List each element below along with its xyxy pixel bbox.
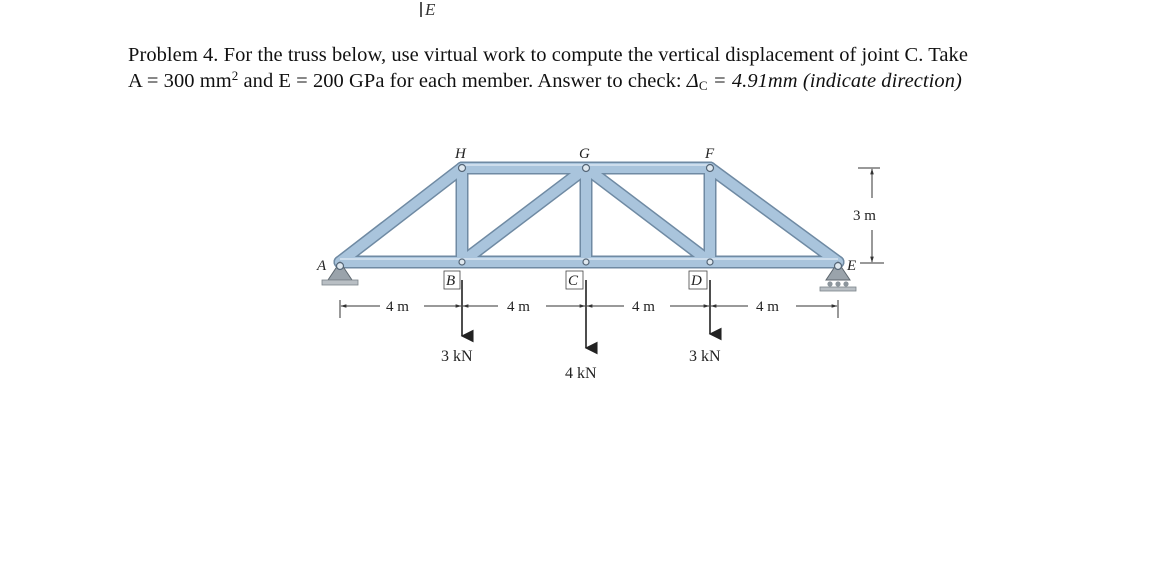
- joint-label-G: G: [579, 146, 590, 162]
- loads: [462, 280, 710, 348]
- modulus-text: and E = 200 GPa for each member. Answer to check:: [238, 70, 687, 92]
- answer-text: = 4.91mm (indicate direction): [707, 70, 962, 92]
- delta-subscript: C: [698, 78, 708, 93]
- problem-line-1: Problem 4. For the truss below, use virtual work to compute the vertical displacement of joint C. Take: [128, 44, 969, 66]
- load-label-D: 3 kN: [689, 348, 721, 365]
- span-label-1: 4 m: [386, 299, 409, 315]
- load-label-B: 3 kN: [441, 348, 473, 365]
- joint-label-H: H: [455, 146, 466, 162]
- pin-F: [707, 165, 714, 172]
- load-label-C: 4 kN: [565, 365, 597, 382]
- joint-label-D: D: [691, 273, 702, 289]
- joint-label-A: A: [317, 258, 327, 274]
- area-prefix: A = 300 mm: [128, 70, 232, 92]
- joint-label-E: E: [847, 258, 857, 274]
- delta-symbol: Δ: [686, 70, 699, 92]
- pin-G: [583, 165, 590, 172]
- truss-members: [340, 165, 838, 262]
- area-exponent: 2: [231, 68, 239, 83]
- span-label-2: 4 m: [507, 299, 530, 315]
- pin-D: [707, 259, 713, 265]
- joint-label-F: F: [705, 146, 715, 162]
- header-fragment-letter: E: [425, 0, 436, 19]
- pin-C: [583, 259, 589, 265]
- pin-H: [459, 165, 466, 172]
- joint-label-B: B: [446, 273, 456, 289]
- span-label-3: 4 m: [632, 299, 655, 315]
- height-label: 3 m: [853, 208, 876, 224]
- span-label-4: 4 m: [756, 299, 779, 315]
- joint-label-C: C: [568, 273, 579, 289]
- pin-B: [459, 259, 465, 265]
